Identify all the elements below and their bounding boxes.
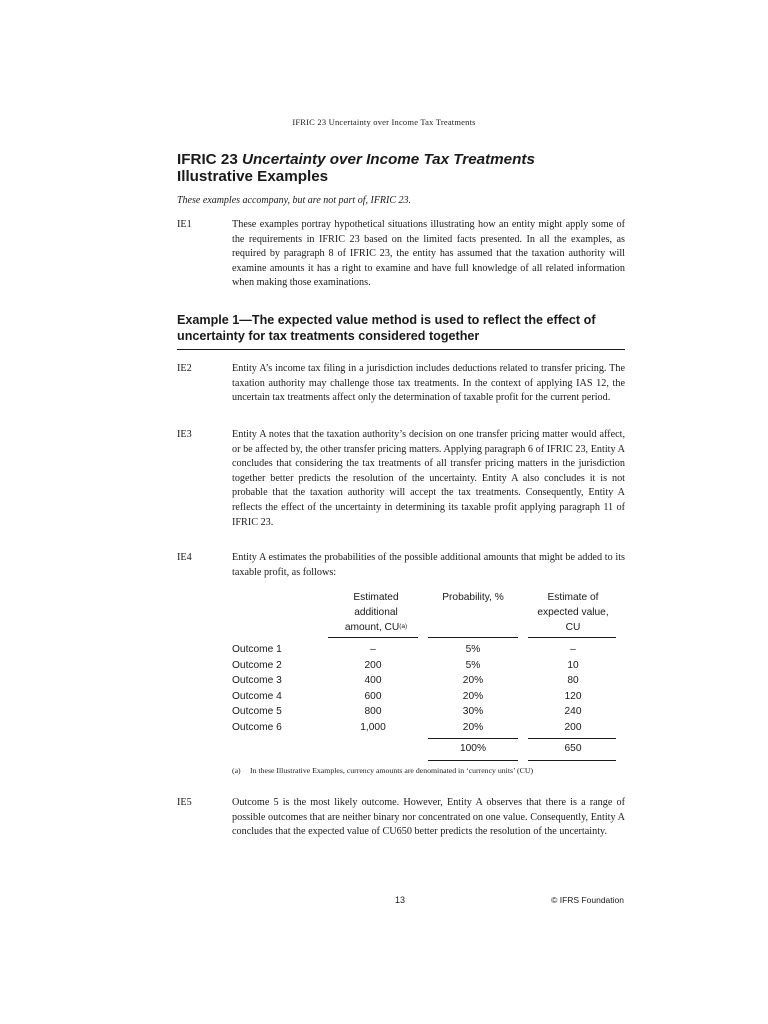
example-heading: Example 1—The expected value method is used to reflect the effect of uncertainty for tax treatments considered together [177,313,625,350]
paragraph-text: Entity A estimates the probabilities of the possible additional amounts that might be added to its taxable profit, as follows: [232,552,625,578]
paragraph-ie5 [177,796,625,840]
paragraph-ie4 [177,551,625,580]
table-row: Outcome 4 600 20% 120 [232,690,582,702]
total-rule [428,738,518,739]
intro-note: These examples accompany, but are not part of, IFRIC 23. [177,195,412,206]
title-prefix: IFRIC 23 [177,151,242,168]
footnote-text: In these Illustrative Examples, currency amounts are denominated in ‘currency units’ (CU) [250,766,534,775]
title-subtitle: Illustrative Examples [177,168,329,185]
footnote-mark: (a) [232,766,241,775]
paragraph-ie1 [177,218,625,291]
total-underline [528,760,616,761]
header-rule [528,637,616,638]
total-probability: 100% [459,743,487,754]
table-row: Outcome 3 400 20% 80 [232,675,579,686]
header-estimated-amount: Estimated additional amount, CU$^{(a)}$ [344,592,408,633]
header-probability: Probability, % [442,592,504,603]
paragraph-number: IE1 [177,219,192,230]
total-underline [428,760,518,761]
paragraph-number: IE3 [177,429,192,440]
total-rule [528,738,616,739]
page-title [177,151,627,185]
paragraph-number: IE4 [177,552,192,563]
header-rule [328,637,418,638]
page-number: 13 [394,895,405,905]
copyright: © IFRS Foundation [551,895,624,905]
table-row: Outcome 6 1,000 20% 200 [232,721,582,733]
paragraph-ie3 [177,428,625,530]
totals-row [232,741,622,756]
paragraph-number: IE2 [177,363,192,374]
table-footnote [232,766,625,776]
table-row: Outcome 1 – 5% – [232,644,576,655]
table-row: Outcome 2 200 5% 10 [232,659,579,671]
table-row: Outcome 5 800 30% 240 [232,706,582,717]
paragraph-ie2 [177,362,625,406]
paragraph-text: These examples portray hypothetical situations illustrating how an entity might apply some of the requirements in IFRIC 23 based on the limited facts presented. In all the examples, as required by paragraph 8 of IFRIC 23, the entity has assumed that the taxation authority will examine amounts it has a right to examine and have full knowledge of all related information when making those examinations. [232,219,625,289]
paragraph-text: Entity A notes that the taxation authority’s decision on one transfer pricing matter would affect, or be affected by, the other transfer pricing matters. Applying paragraph 6 of IFRIC 23, Entity A concludes that considering the tax treatments of all transfer pricing matters in the jurisdiction together better predicts the resolution of the uncertainty. Entity A also concludes it is not probable that the taxation authority will accept the tax treatments. Consequently, Entity A reflects the effect of the uncertainty in determining its taxable profit applying paragraph 11 of IFRIC 23. [232,429,625,528]
total-expected-value: 650 [564,743,582,754]
paragraph-number: IE5 [177,797,192,808]
title-standard-name: Uncertainty over Income Tax Treatments [242,151,535,168]
paragraph-text: Outcome 5 is the most likely outcome. However, Entity A observes that there is a range of possible outcomes that are neither binary nor concentrated on one value. Consequently, Entity A concludes that the expected value of CU650 better predicts the resolution of the uncertainty. [232,797,625,838]
paragraph-text: Entity A’s income tax filing in a jurisdiction includes deductions related to transfer pricing. The taxation authority may challenge those tax treatments. In the context of applying IAS 12, the uncertain tax treatments affect only the determination of taxable profit for the current period. [232,363,625,404]
header-expected-value: Estimate of expected value, CU [537,592,609,633]
running-header: IFRIC 23 Uncertainty over Income Tax Treatments [292,117,476,127]
header-rule [428,637,518,638]
footnote-ref: (a) [399,623,408,630]
